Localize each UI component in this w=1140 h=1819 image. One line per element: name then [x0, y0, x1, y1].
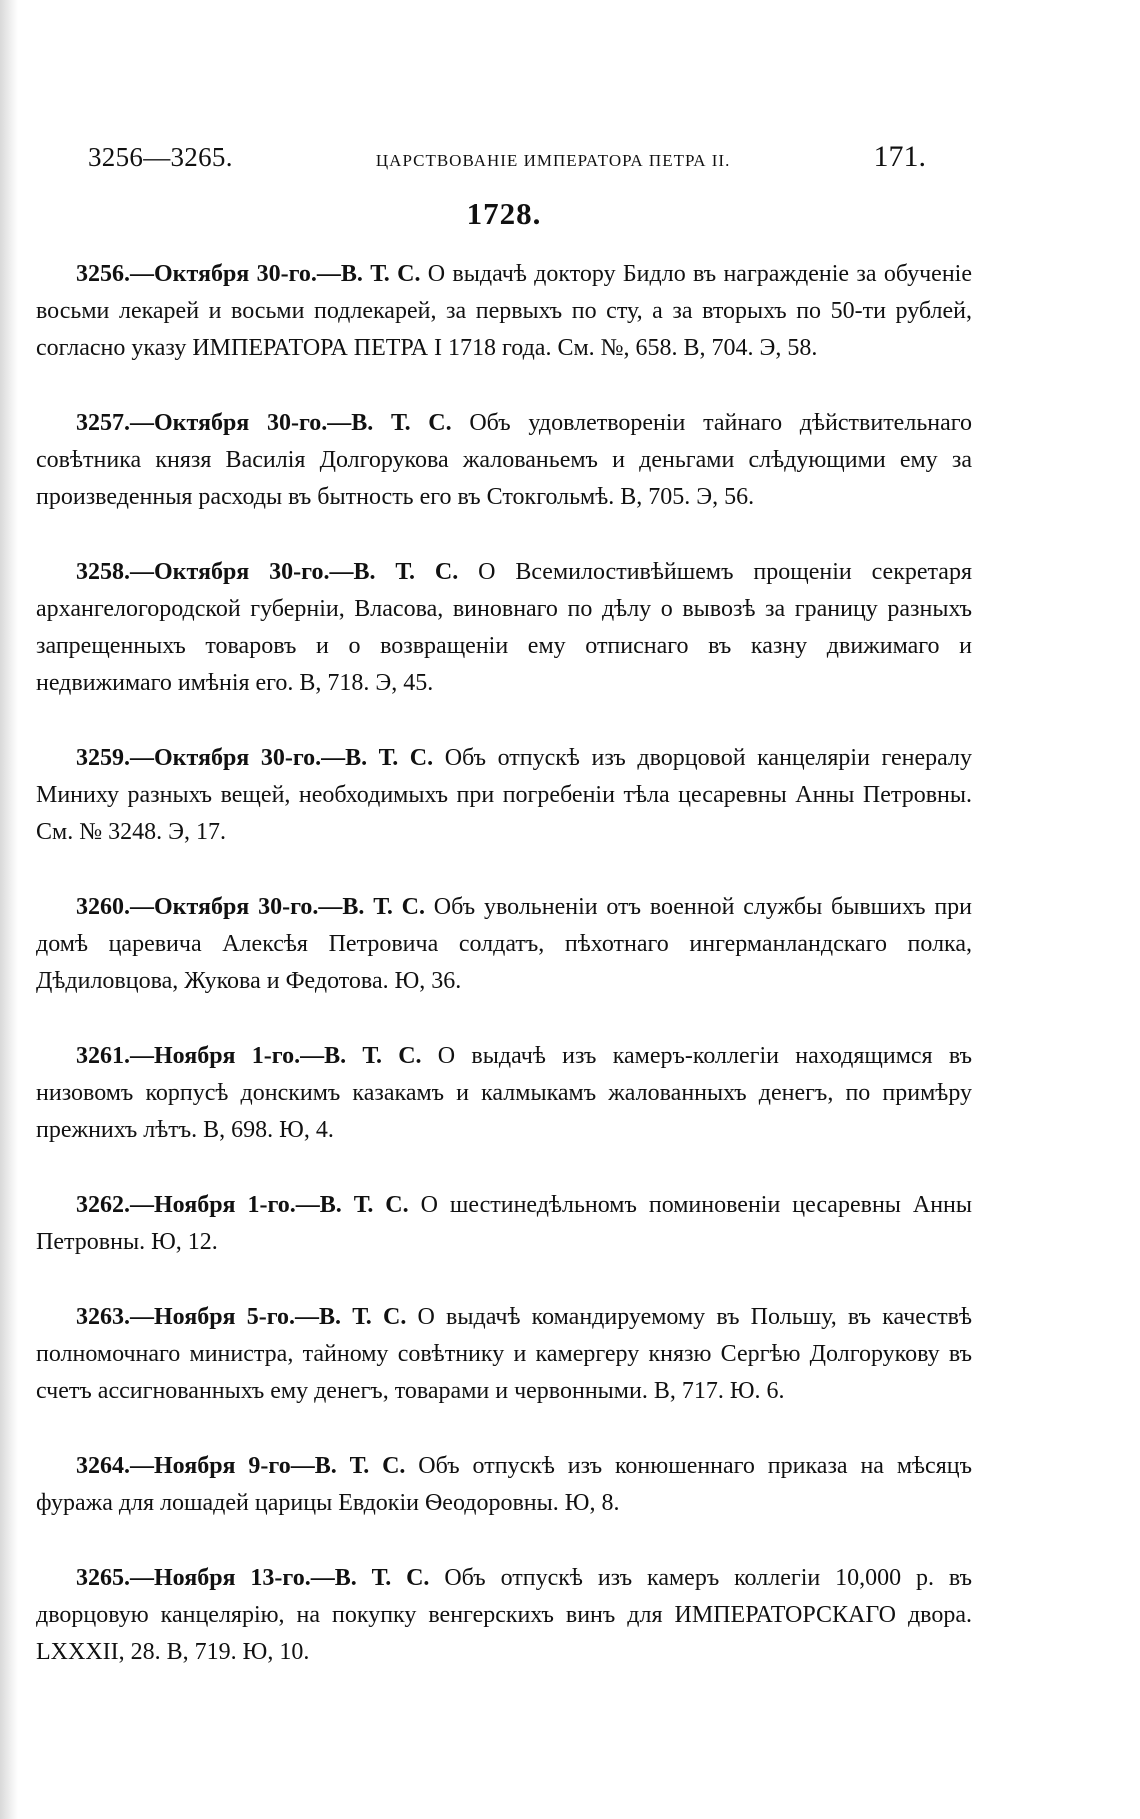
entry-range: 3256—3265.	[88, 142, 233, 172]
entry-text: Объ отпускѣ изъ дворцовой канцеляріи генералу Миниху разныхъ вещей, необходимыхъ при погребеніи тѣла цесаревны Анны Петровны. См. № 3248. Э, 17.	[36, 745, 973, 845]
entry-text: Объ отпускѣ изъ камеръ коллегіи 10,000 р. въ дворцовую канцелярію, на покупку венгерскихъ винъ для ИМПЕРАТОРСКАГО двора. LXXXII, 28. В, 719. Ю, 10.	[36, 1565, 973, 1665]
entry-3257	[36, 405, 972, 516]
entry-date: —Ноября 9-го—В. Т. С.	[130, 1453, 406, 1479]
entry-number: 3256.	[76, 261, 130, 287]
entry-3258	[36, 554, 972, 702]
entry-number: 3259.	[76, 745, 130, 771]
entry-number: 3257.	[76, 410, 130, 436]
entry-date: —Октября 30-го.—В. Т. С.	[130, 745, 434, 771]
entry-date: —Октября 30-го.—В. Т. С.	[130, 894, 425, 920]
entry-number: 3261.	[76, 1043, 130, 1069]
entry-3265	[36, 1560, 972, 1671]
entry-number: 3265.	[76, 1565, 130, 1591]
entry-3261	[36, 1038, 972, 1149]
entry-3262	[36, 1187, 972, 1261]
entry-text: Объ удовлетвореніи тайнаго дѣйствительнаго совѣтника князя Василія Долгорукова жалованьемъ и деньгами слѣдующими ему за произведенныя расходы въ бытность его въ Стокгольмѣ. В, 705. Э, 56.	[36, 410, 973, 510]
entry-number: 3262.	[76, 1192, 130, 1218]
entry-date: —Октября 30-го.—В. Т. С.	[130, 410, 452, 436]
entry-3259	[36, 740, 972, 851]
entry-date: —Ноября 5-го.—В. Т. С.	[130, 1304, 407, 1330]
entry-3263	[36, 1299, 972, 1410]
running-head	[36, 140, 972, 180]
entry-date: —Октября 30-го.—В. Т. С.	[130, 559, 459, 585]
entry-text: О выдачѣ изъ камеръ-коллегіи находящимся въ низовомъ корпусѣ донскимъ казакамъ и калмыкамъ жалованныхъ денегъ, по примѣру прежнихъ лѣтъ. В, 698. Ю, 4.	[36, 1043, 972, 1143]
entry-3264	[36, 1448, 972, 1522]
entry-number: 3258.	[76, 559, 130, 585]
entry-number: 3263.	[76, 1304, 130, 1330]
page-number: 171.	[873, 140, 926, 173]
entry-date: —Ноября 13-го.—В. Т. С.	[130, 1565, 430, 1591]
entry-number: 3264.	[76, 1453, 130, 1479]
entry-date: —Ноября 1-го.—В. Т. С.	[130, 1192, 409, 1218]
entry-text: О шестинедѣльномъ поминовеніи цесаревны Анны Петровны. Ю, 12.	[36, 1192, 973, 1255]
entry-list	[36, 256, 972, 1671]
entry-date: —Октября 30-го.—В. Т. С.	[130, 261, 421, 287]
year-heading: 1728.	[466, 196, 542, 231]
entry-text: О Всемилостивѣйшемъ прощеніи секретаря архангелогородской губерніи, Власова, виновнаго по дѣлу о вывозѣ за границу разныхъ запрещенныхъ товаровъ и о возвращеніи ему отписнаго въ казну движимаго и недвижимаго имѣнія его. В, 718. Э, 45.	[36, 559, 972, 696]
entry-3256	[36, 256, 972, 367]
entry-text: Объ отпускѣ изъ конюшеннаго приказа на мѣсяцъ фуража для лошадей царицы Евдокіи Ѳеодоровны. Ю, 8.	[36, 1453, 973, 1516]
entry-text: О выдачѣ доктору Бидло въ награжденіе за обученіе восьми лекарей и восьми подлекарей, за первыхъ по сту, а за вторыхъ по 50-ти рублей, согласно указу ИМПЕРАТОРА ПЕТРА I 1718 года. См. №, 658. В, 704. Э, 58.	[36, 261, 972, 361]
reign-title: ЦАРСТВОВАНІЕ ИМПЕРАТОРА ПЕТРА II.	[375, 151, 731, 170]
scan-edge	[0, 0, 18, 1819]
entry-3260	[36, 889, 972, 1000]
entry-text: О выдачѣ командируемому въ Польшу, въ качествѣ полномочнаго министра, тайному совѣтнику и камергеру князю Сергѣю Долгорукову въ счетъ ассигнованныхъ ему денегъ, товарами и червонными. В, 717. Ю. 6.	[36, 1304, 973, 1404]
book-page	[36, 140, 972, 1709]
entry-date: —Ноября 1-го.—В. Т. С.	[130, 1043, 422, 1069]
entry-text: Объ увольненіи отъ военной службы бывшихъ при домѣ царевича Алексѣя Петровича солдатъ, пѣхотнаго ингерманландскаго полка, Дѣдиловцова, Жукова и Федотова. Ю, 36.	[36, 894, 973, 994]
entry-number: 3260.	[76, 894, 130, 920]
